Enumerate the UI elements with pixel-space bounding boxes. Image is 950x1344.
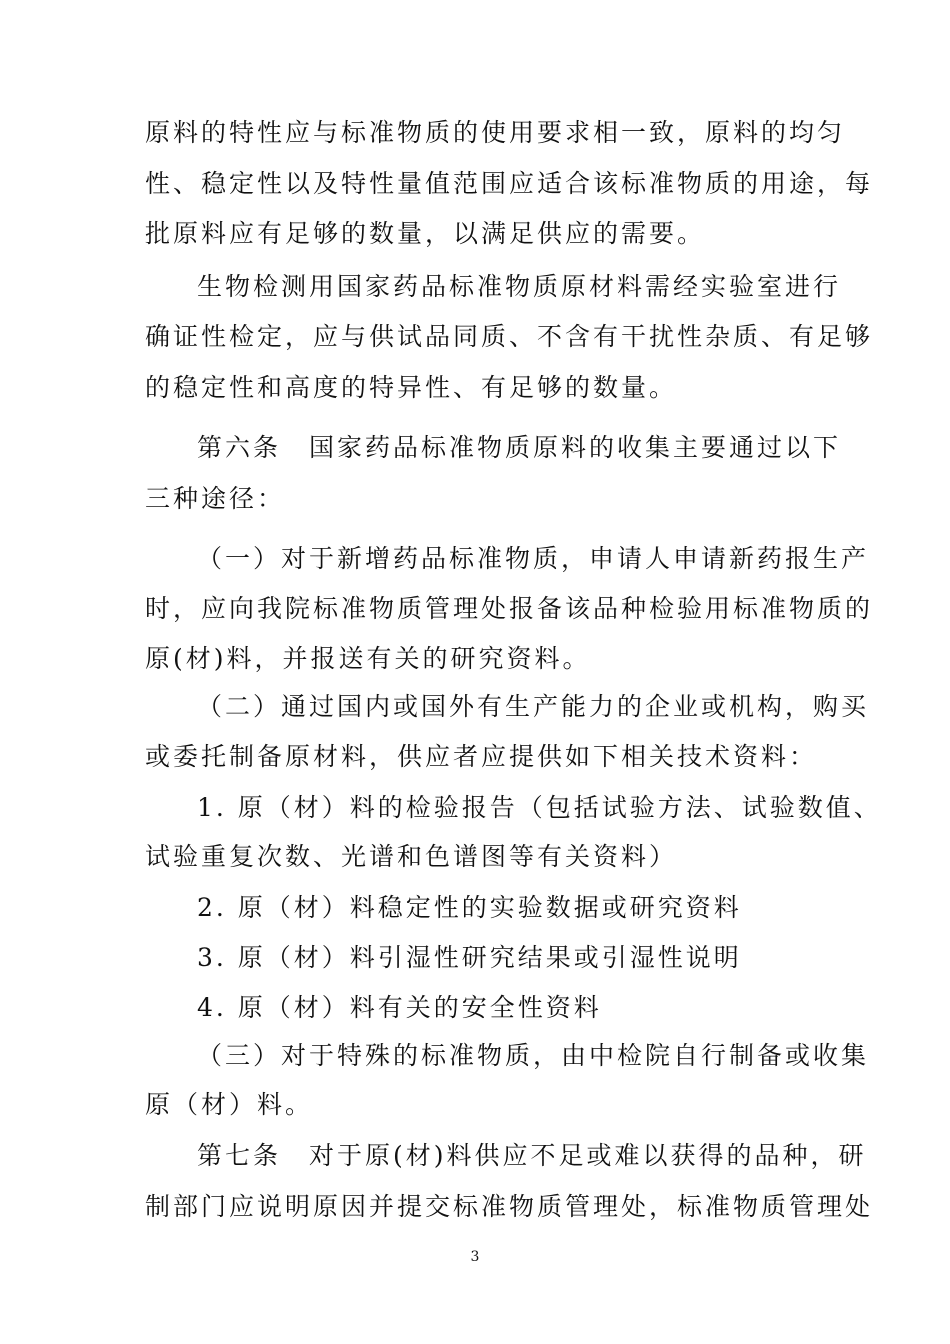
text-line-2: 性、稳定性以及特性量值范围应适合该标准物质的用途，每 <box>145 169 874 198</box>
text-line-18: 4. 原（材）料有关的安全性资料 <box>197 993 602 1022</box>
text-line-17: 3. 原（材）料引湿性研究结果或引湿性说明 <box>197 943 742 972</box>
text-line-16: 2. 原（材）料稳定性的实验数据或研究资料 <box>197 893 742 922</box>
text-line-9: （一）对于新增药品标准物质，申请人申请新药报生产 <box>197 544 870 573</box>
text-line-6: 的稳定性和高度的特异性、有足够的数量。 <box>145 373 678 402</box>
text-line-12: （二）通过国内或国外有生产能力的企业或机构，购买 <box>197 692 870 721</box>
text-line-5: 确证性检定，应与供试品同质、不含有干扰性杂质、有足够 <box>145 322 874 351</box>
page-number: 3 <box>470 1249 480 1265</box>
text-line-20: 原（材）料。 <box>145 1090 314 1119</box>
text-line-10: 时，应向我院标准物质管理处报备该品种检验用标准物质的 <box>145 594 874 623</box>
text-line-15: 试验重复次数、光谱和色谱图等有关资料） <box>145 842 678 871</box>
text-line-3: 批原料应有足够的数量，以满足供应的需要。 <box>145 219 706 248</box>
text-line-1: 原料的特性应与标准物质的使用要求相一致，原料的均匀 <box>145 118 846 147</box>
text-line-13: 或委托制备原材料，供应者应提供如下相关技术资料： <box>145 742 818 771</box>
text-line-19: （三）对于特殊的标准物质，由中检院自行制备或收集 <box>197 1041 870 1070</box>
text-line-11: 原(材)料，并报送有关的研究资料。 <box>145 644 591 673</box>
text-line-14: 1. 原（材）料的检验报告（包括试验方法、试验数值、 <box>197 793 882 822</box>
text-line-21: 第七条 对于原(材)料供应不足或难以获得的品种，研 <box>197 1141 867 1170</box>
text-line-8: 三种途径： <box>145 484 286 513</box>
text-line-4: 生物检测用国家药品标准物质原材料需经实验室进行 <box>197 272 842 301</box>
text-line-22: 制部门应说明原因并提交标准物质管理处，标准物质管理处 <box>145 1192 874 1221</box>
text-line-7: 第六条 国家药品标准物质原料的收集主要通过以下 <box>197 433 842 462</box>
